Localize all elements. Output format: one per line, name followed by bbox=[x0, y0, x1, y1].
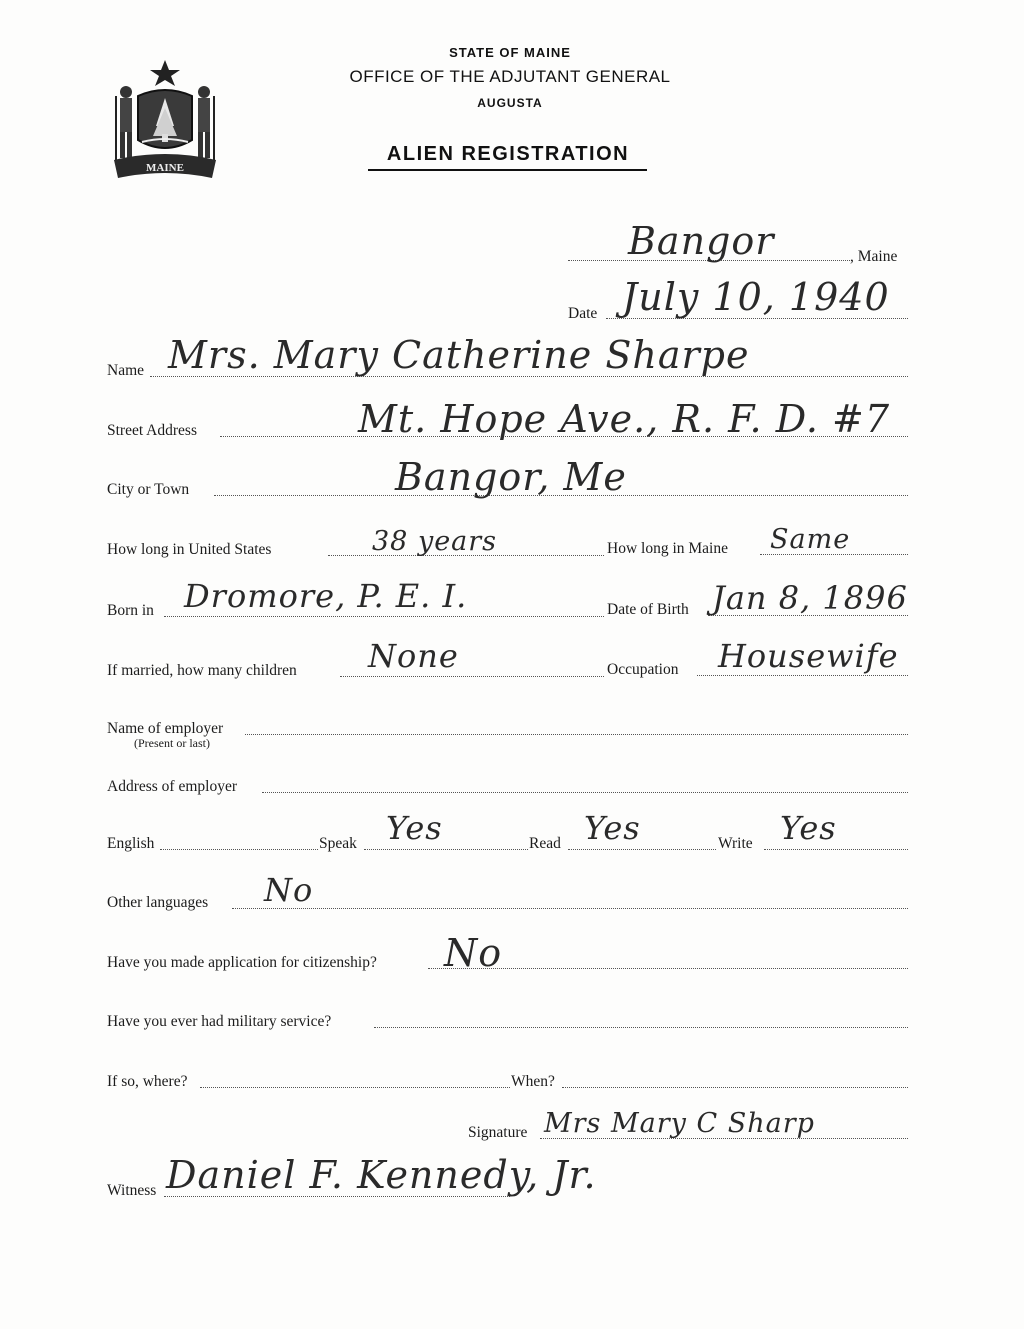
occupation-entry[interactable]: Housewife bbox=[718, 637, 899, 675]
children-line bbox=[340, 676, 604, 677]
read-line bbox=[568, 849, 716, 850]
header-state: STATE OF MAINE bbox=[449, 45, 571, 60]
when-line[interactable] bbox=[562, 1087, 908, 1088]
seal-text: MAINE bbox=[146, 162, 184, 174]
title-underline bbox=[368, 169, 647, 171]
signature-label: Signature bbox=[468, 1124, 528, 1141]
occupation-label: Occupation bbox=[607, 661, 679, 678]
city-label: City or Town bbox=[107, 481, 190, 498]
street-label: Street Address bbox=[107, 422, 197, 439]
when-label: When? bbox=[511, 1073, 555, 1090]
signature-entry[interactable]: Mrs Mary C Sharp bbox=[544, 1108, 815, 1139]
how-long-us-label: How long in United States bbox=[107, 541, 272, 558]
how-long-maine-entry[interactable]: Same bbox=[770, 524, 851, 555]
how-long-us-entry[interactable]: 38 years bbox=[372, 526, 498, 557]
employer-address-line[interactable] bbox=[262, 792, 908, 793]
born-in-label: Born in bbox=[107, 602, 154, 619]
speak-label: Speak bbox=[319, 835, 357, 852]
date-label: Date bbox=[568, 305, 598, 322]
military-label: Have you ever had military service? bbox=[107, 1013, 332, 1030]
name-label: Name bbox=[107, 362, 145, 379]
citizenship-entry[interactable]: No bbox=[444, 931, 503, 975]
write-entry[interactable]: Yes bbox=[780, 809, 837, 847]
maine-label: , Maine bbox=[850, 248, 898, 265]
header-office: OFFICE OF THE ADJUTANT GENERAL bbox=[349, 67, 671, 86]
how-long-maine-label: How long in Maine bbox=[607, 540, 728, 557]
children-label: If married, how many children bbox=[107, 662, 297, 679]
write-line bbox=[764, 849, 908, 850]
english-label: English bbox=[107, 835, 155, 852]
read-entry[interactable]: Yes bbox=[584, 809, 641, 847]
if-so-where-line[interactable] bbox=[200, 1087, 510, 1088]
employer-name-label: Name of employer bbox=[107, 720, 224, 737]
other-languages-entry[interactable]: No bbox=[264, 871, 314, 909]
occupation-line bbox=[697, 675, 908, 676]
place-entry[interactable]: Bangor bbox=[628, 219, 775, 263]
speak-entry[interactable]: Yes bbox=[386, 809, 443, 847]
form-title: ALIEN REGISTRATION bbox=[386, 143, 630, 165]
military-line[interactable] bbox=[374, 1027, 908, 1028]
write-label: Write bbox=[718, 835, 753, 852]
date-entry[interactable]: July 10, 1940 bbox=[622, 275, 890, 319]
witness-entry[interactable]: Daniel F. Kennedy, Jr. bbox=[166, 1153, 597, 1197]
other-languages-line bbox=[232, 908, 908, 909]
children-entry[interactable]: None bbox=[368, 637, 459, 675]
employer-address-label: Address of employer bbox=[107, 778, 237, 795]
street-entry[interactable]: Mt. Hope Ave., R. F. D. #7 bbox=[358, 397, 891, 441]
date-of-birth-entry[interactable]: Jan 8, 1896 bbox=[712, 579, 908, 617]
born-in-line bbox=[164, 616, 604, 617]
if-so-where-label: If so, where? bbox=[107, 1073, 188, 1090]
date-of-birth-label: Date of Birth bbox=[607, 601, 689, 618]
read-label: Read bbox=[529, 835, 561, 852]
other-languages-label: Other languages bbox=[107, 894, 209, 911]
born-in-entry[interactable]: Dromore, P. E. I. bbox=[184, 577, 468, 615]
employer-note: (Present or last) bbox=[134, 736, 210, 750]
header-city: AUGUSTA bbox=[477, 96, 543, 110]
citizenship-label: Have you made application for citizenship? bbox=[107, 954, 377, 971]
name-entry[interactable]: Mrs. Mary Catherine Sharpe bbox=[168, 333, 750, 377]
state-of-maine-seal-icon bbox=[108, 56, 222, 186]
employer-name-line[interactable] bbox=[245, 734, 908, 735]
speak-line bbox=[364, 849, 528, 850]
english-line bbox=[160, 849, 318, 850]
city-entry[interactable]: Bangor, Me bbox=[395, 455, 627, 499]
witness-label: Witness bbox=[107, 1182, 157, 1199]
